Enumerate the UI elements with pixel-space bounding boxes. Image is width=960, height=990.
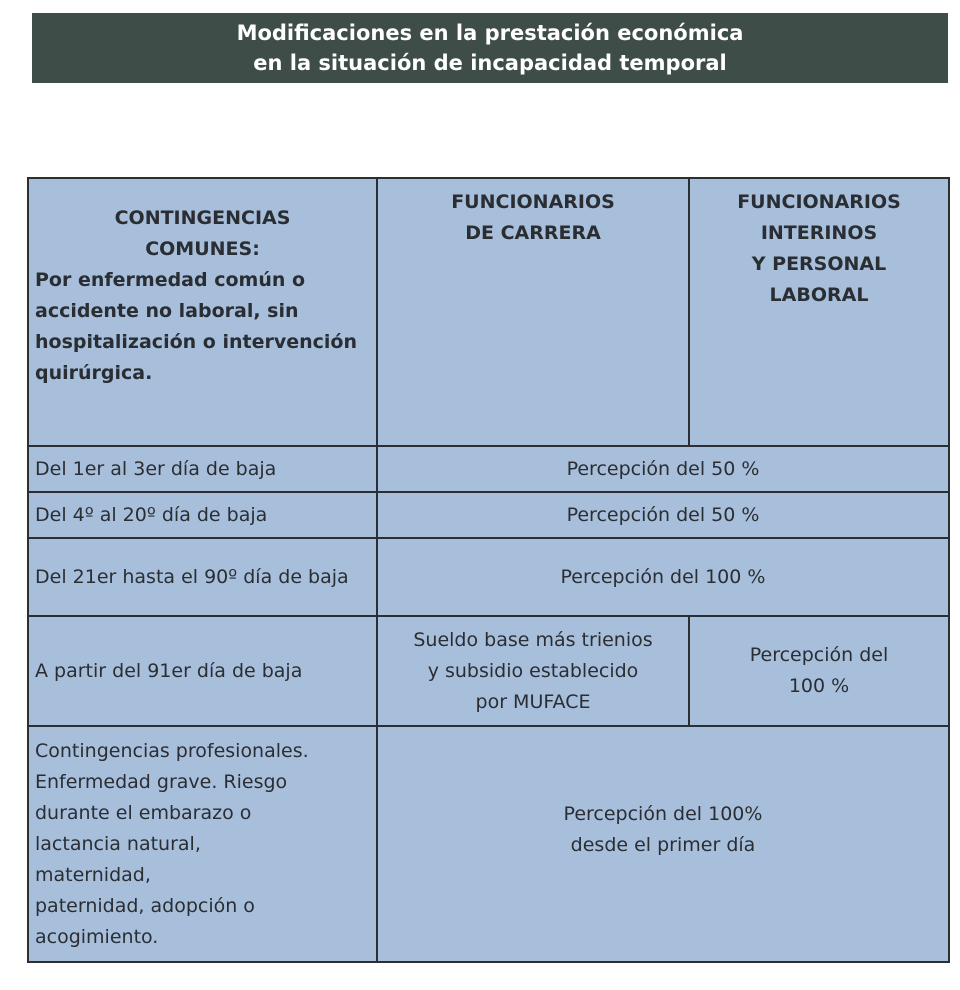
title-line-2: en la situación de incapacidad temporal xyxy=(253,51,727,75)
table-row xyxy=(28,726,949,962)
period-cell: A partir del 91er día de baja xyxy=(28,616,377,726)
header-contingencias-comunes: CONTINGENCIAS COMUNES: Por enfermedad común o accidente no laboral, sin hospitalización o intervención quirúrgica. xyxy=(28,178,377,446)
title-line-1: Modificaciones en la prestación económica xyxy=(236,21,744,45)
carrera-value-cell: Sueldo base más trienios y subsidio establecido por MUFACE xyxy=(377,616,689,726)
header-row xyxy=(28,178,949,446)
period-cell: Del 21er hasta el 90º día de baja xyxy=(28,538,377,616)
table-row xyxy=(28,446,949,492)
table-row xyxy=(28,538,949,616)
period-cell: Del 4º al 20º día de baja xyxy=(28,492,377,538)
header-funcionarios-interinos: FUNCIONARIOS INTERINOS Y PERSONAL LABORAL xyxy=(689,178,949,446)
value-cell: Percepción del 50 % xyxy=(377,492,949,538)
period-cell: Contingencias profesionales. Enfermedad grave. Riesgo durante el embarazo o lactancia natural, maternidad, paternidad, adopción o acogimiento. xyxy=(28,726,377,962)
table-row xyxy=(28,492,949,538)
benefits-table xyxy=(27,177,950,963)
interinos-value-cell: Percepción del 100 % xyxy=(689,616,949,726)
title-banner xyxy=(32,13,948,83)
value-cell: Percepción del 100% desde el primer día xyxy=(377,726,949,962)
value-cell: Percepción del 100 % xyxy=(377,538,949,616)
value-cell: Percepción del 50 % xyxy=(377,446,949,492)
header-funcionarios-carrera: FUNCIONARIOS DE CARRERA xyxy=(377,178,689,446)
table-row xyxy=(28,616,949,726)
period-cell: Del 1er al 3er día de baja xyxy=(28,446,377,492)
